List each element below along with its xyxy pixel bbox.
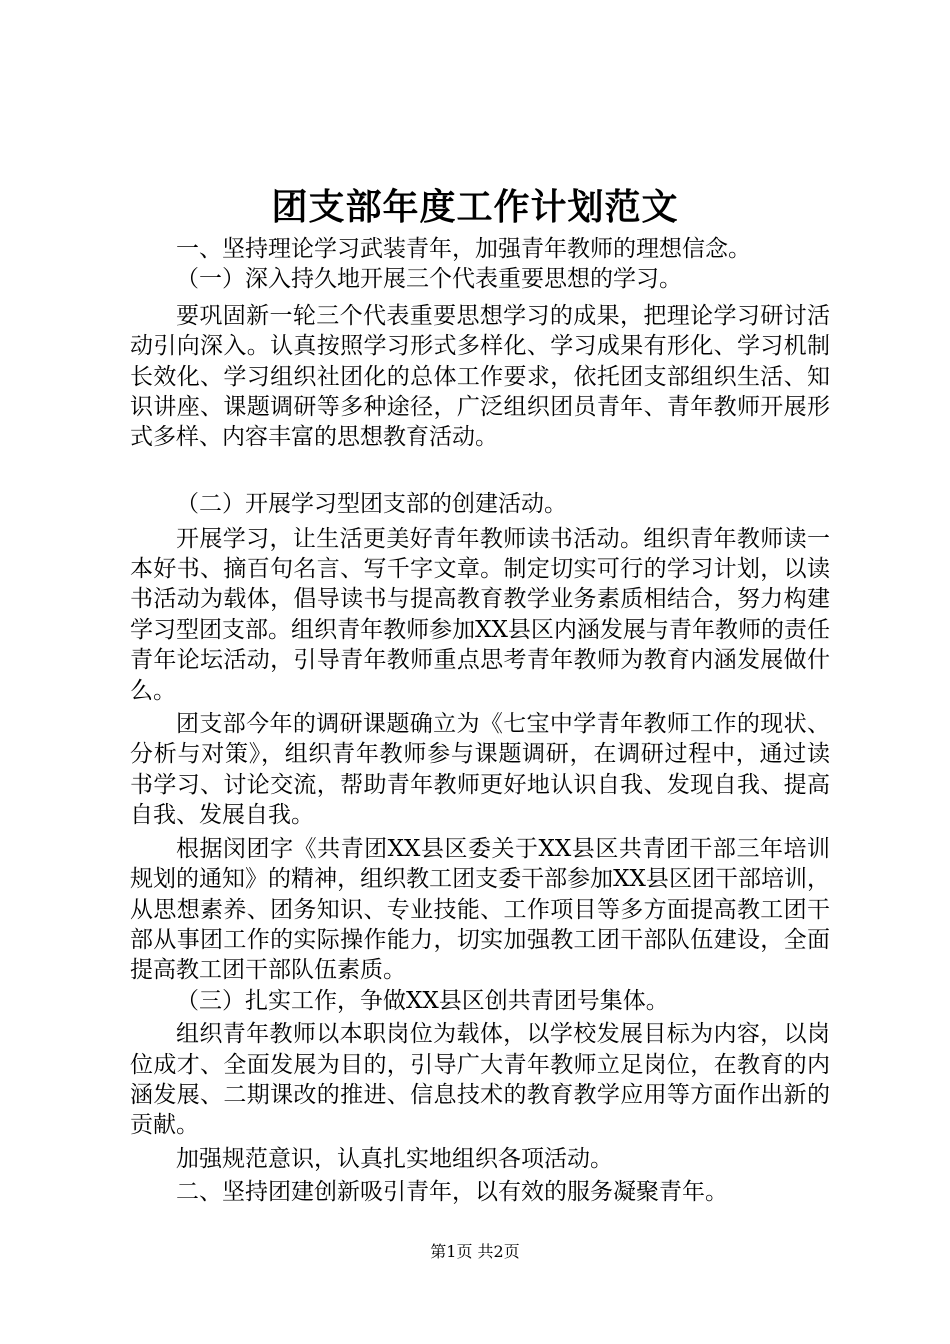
body-paragraph: 根据闵团字《共青团XX县区委关于XX县区共青团干部三年培训规划的通知》的精神，组织教工团支委干部参加XX县区团干部培训，从思想素养、团务知识、专业技能、工作项目等多方面提高教工团干部从事团工作的实际操作能力，切实加强教工团干部队伍建设，全面提高教工团干部队伍素质。 <box>130 835 830 984</box>
page-footer: 第1页 共2页 <box>430 1242 520 1261</box>
body-paragraph: 开展学习，让生活更美好青年教师读书活动。组织青年教师读一本好书、摘百句名言、写千字文章。制定切实可行的学习计划，以读书活动为载体，倡导读书与提高教育教学业务素质相结合，努力构建学习型团支部。组织青年教师参加XX县区内涵发展与青年教师的责任青年论坛活动，引导青年教师重点思考青年教师为教育内涵发展做什么。 <box>130 525 830 704</box>
body-paragraph: 加强规范意识，认真扎实地组织各项活动。 <box>176 1145 613 1172</box>
subsection-heading-3: （三）扎实工作，争做XX县区创共青团号集体。 <box>176 987 669 1014</box>
body-paragraph: 团支部今年的调研课题确立为《七宝中学青年教师工作的现状、分析与对策》，组织青年教师参与课题调研，在调研过程中，通过读书学习、讨论交流，帮助青年教师更好地认识自我、发现自我、提高自我、发展自我。 <box>130 711 830 829</box>
subsection-heading-1: （一）深入持久地开展三个代表重要思想的学习。 <box>176 266 682 293</box>
section-heading-1: 一、坚持理论学习武装青年，加强青年教师的理想信念。 <box>176 236 751 262</box>
section-heading-2: 二、坚持团建创新吸引青年，以有效的服务凝聚青年。 <box>176 1179 728 1206</box>
body-paragraph: 组织青年教师以本职岗位为载体，以学校发展目标为内容，以岗位成才、全面发展为目的，引导广大青年教师立足岗位，在教育的内涵发展、二期课改的推进、信息技术的教育教学应用等方面作出新的贡献。 <box>130 1021 830 1139</box>
document-body <box>130 234 830 1208</box>
subsection-heading-2: （二）开展学习型团支部的创建活动。 <box>176 491 567 518</box>
paragraph-spacer <box>130 453 830 483</box>
body-paragraph: 要巩固新一轮三个代表重要思想学习的成果，把理论学习研讨活动引向深入。认真按照学习形式多样化、学习成果有形化、学习机制长效化、学习组织社团化的总体工作要求，依托团支部组织生活、知识讲座、课题调研等多种途径，广泛组织团员青年、青年教师开展形式多样、内容丰富的思想教育活动。 <box>130 302 830 451</box>
document-title: 团支部年度工作计划范文 <box>271 186 679 228</box>
